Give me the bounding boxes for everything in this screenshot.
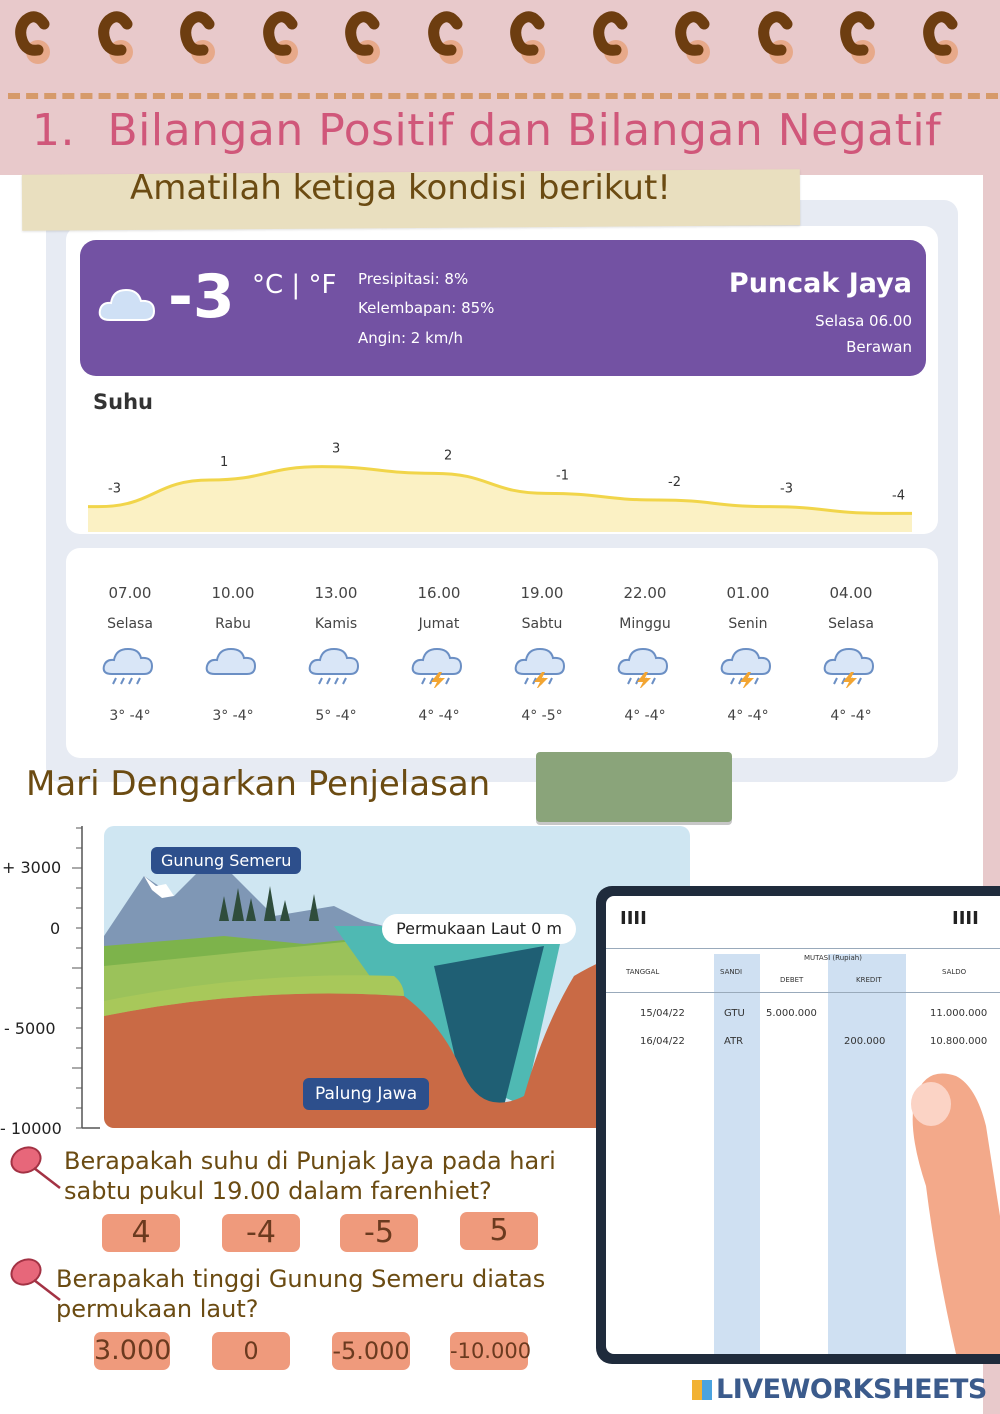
forecast-day: Rabu <box>215 616 251 632</box>
row2-code: ATR <box>724 1036 744 1047</box>
statement-header-right: IIII <box>952 908 979 929</box>
audio-button[interactable] <box>536 752 732 822</box>
col-debit: DEBET <box>780 976 804 984</box>
table-rule <box>606 948 1000 949</box>
forecast-time: 13.00 <box>314 584 358 602</box>
temperature-point-label: 2 <box>444 448 453 464</box>
thunderstorm-icon <box>718 644 778 688</box>
forecast-day: Minggu <box>619 616 671 632</box>
spiral-ring <box>262 6 306 70</box>
mountain-label: Gunung Semeru <box>151 847 301 874</box>
forecast-range: 5° -4° <box>315 708 357 724</box>
temperature-point-label: -1 <box>556 468 569 484</box>
question-2-line-1: Berapakah tinggi Gunung Semeru diatas <box>56 1265 546 1293</box>
col-date: TANGGAL <box>626 968 660 976</box>
forecast-time: 19.00 <box>520 584 564 602</box>
liveworksheets-logo[interactable] <box>692 1374 987 1405</box>
row1-debit: 5.000.000 <box>766 1008 817 1019</box>
statement-header: IIII <box>620 908 647 929</box>
forecast-time: 07.00 <box>108 584 152 602</box>
weather-condition: Berawan <box>846 338 912 356</box>
spiral-binding <box>0 0 1000 80</box>
question-1-line-1: Berapakah suhu di Punjak Jaya pada hari <box>64 1147 556 1175</box>
forecast-range: 4° -4° <box>830 708 872 724</box>
spiral-ring <box>674 6 718 70</box>
forecast-card <box>66 548 938 758</box>
forecast-range: 3° -4° <box>212 708 254 724</box>
cloud-icon <box>203 644 263 688</box>
row1-code: GTU <box>724 1008 745 1019</box>
thunderstorm-icon <box>615 644 675 688</box>
listen-label: Mari Dengarkan Penjelasan <box>26 764 491 804</box>
forecast-day: Senin <box>728 616 768 632</box>
weather-time: Selasa 06.00 <box>815 312 912 330</box>
humidity: Kelembapan: 85% <box>358 299 495 317</box>
spiral-ring <box>344 6 388 70</box>
chart-title: Suhu <box>93 390 153 414</box>
temperature-chart <box>88 436 912 532</box>
q2-option-3[interactable]: -5.000 <box>332 1332 410 1370</box>
q2-option-1[interactable]: 3.000 <box>94 1332 170 1370</box>
cloud-icon <box>96 282 158 324</box>
q2-option-4[interactable]: -10.000 <box>450 1332 528 1370</box>
unit-toggle[interactable]: °C | °F <box>252 270 337 300</box>
forecast-day: Selasa <box>107 616 153 632</box>
forecast-day: Jumat <box>418 616 460 632</box>
q1-option-3[interactable]: -5 <box>340 1214 418 1252</box>
spiral-ring <box>14 6 58 70</box>
axis-label-3000: + 3000 <box>2 858 62 877</box>
question-1-line-2: sabtu pukul 19.00 dalam farenhiet? <box>64 1177 492 1205</box>
spiral-ring <box>427 6 471 70</box>
forecast-range: 4° -5° <box>521 708 563 724</box>
spiral-ring <box>922 6 966 70</box>
col-balance: SALDO <box>942 968 967 976</box>
temperature-area <box>88 467 912 532</box>
row1-date: 15/04/22 <box>640 1008 685 1019</box>
mutasi-header: MUTASI (Rupiah) <box>804 954 862 962</box>
spiral-ring <box>179 6 223 70</box>
wind: Angin: 2 km/h <box>358 329 463 347</box>
title-number: 1. <box>32 105 75 156</box>
spiral-ring <box>757 6 801 70</box>
pushpin-icon <box>4 1142 64 1190</box>
forecast-time: 10.00 <box>211 584 255 602</box>
row1-balance: 11.000.000 <box>930 1008 988 1019</box>
page-title <box>32 105 941 156</box>
forecast-time: 01.00 <box>726 584 770 602</box>
trench-label: Palung Jawa <box>303 1078 429 1110</box>
axis-label-0: 0 <box>50 919 61 938</box>
thunderstorm-icon <box>409 644 469 688</box>
row2-balance: 10.800.000 <box>930 1036 988 1047</box>
sea-level-label: Permukaan Laut 0 m <box>382 914 576 944</box>
forecast-day: Sabtu <box>521 616 563 632</box>
thunderstorm-icon <box>512 644 572 688</box>
axis-label-minus-5000: - 5000 <box>4 1019 56 1038</box>
elevation-axis <box>60 826 104 1136</box>
location-name: Puncak Jaya <box>728 268 912 299</box>
cloud-rain-icon <box>306 644 366 688</box>
temperature-point-label: 3 <box>332 441 341 457</box>
precipitation: Presipitasi: 8% <box>358 270 469 288</box>
forecast-range: 4° -4° <box>624 708 666 724</box>
spiral-ring <box>97 6 141 70</box>
temperature-point-label: -2 <box>668 475 681 490</box>
forecast-time: 22.00 <box>623 584 667 602</box>
axis-label-minus-10000: - 10000 <box>0 1119 62 1138</box>
temperature-point-label: -4 <box>892 488 905 504</box>
credit-column-highlight <box>828 954 906 1354</box>
temperature-point-label: -3 <box>780 481 793 497</box>
q1-option-1[interactable]: 4 <box>102 1214 180 1252</box>
logo-grid-icon <box>692 1380 712 1400</box>
row2-credit: 200.000 <box>844 1036 886 1047</box>
instruction-text: Amatilah ketiga kondisi berikut! <box>130 168 671 208</box>
title-text: Bilangan Positif dan Bilangan Negatif <box>107 105 942 156</box>
forecast-time: 04.00 <box>829 584 873 602</box>
q2-option-2[interactable]: 0 <box>212 1332 290 1370</box>
forecast-day: Selasa <box>828 616 874 632</box>
weather-header <box>80 240 926 376</box>
row2-date: 16/04/22 <box>640 1036 685 1047</box>
forecast-range: 4° -4° <box>727 708 769 724</box>
col-code: SANDI <box>720 968 743 976</box>
logo-text: LIVEWORKSHEETS <box>716 1374 987 1405</box>
table-rule <box>606 992 1000 993</box>
spiral-ring <box>839 6 883 70</box>
thunderstorm-icon <box>821 644 881 688</box>
col-credit: KREDIT <box>856 976 882 984</box>
pushpin-icon <box>4 1254 64 1302</box>
forecast-time: 16.00 <box>417 584 461 602</box>
forecast-day: Kamis <box>314 616 358 632</box>
finger-illustration <box>896 1066 1000 1354</box>
spiral-ring <box>592 6 636 70</box>
temperature-point-label: -3 <box>108 481 121 497</box>
question-2-line-2: permukaan laut? <box>56 1295 259 1323</box>
forecast-range: 4° -4° <box>418 708 460 724</box>
spiral-ring <box>509 6 553 70</box>
cloud-rain-icon <box>100 644 160 688</box>
dashed-divider <box>8 93 998 99</box>
current-temperature: -3 <box>168 262 235 332</box>
temperature-point-label: 1 <box>220 455 229 470</box>
q1-option-4[interactable]: 5 <box>460 1212 538 1250</box>
bank-statement <box>606 896 1000 1354</box>
q1-option-2[interactable]: -4 <box>222 1214 300 1252</box>
forecast-range: 3° -4° <box>109 708 151 724</box>
